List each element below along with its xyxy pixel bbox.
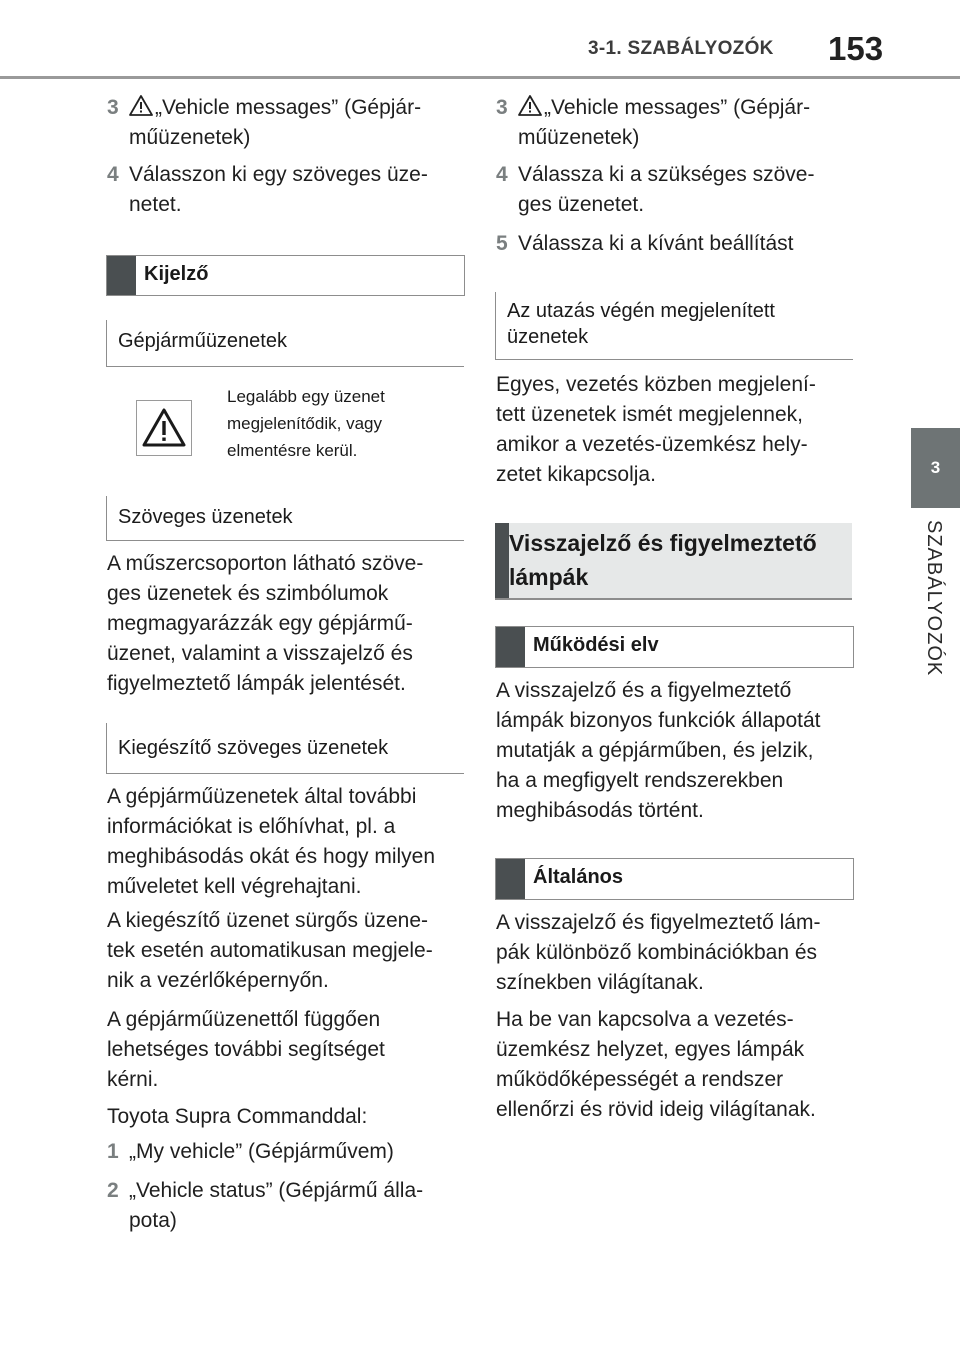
text-line: Az utazás végén megjelenített — [507, 300, 775, 322]
text-line: zetet kikapcsolja. — [496, 463, 656, 486]
text-line: működőképességét a rendszer — [496, 1068, 784, 1091]
left-step-2 — [107, 1176, 467, 1236]
subheading-kijelzo — [106, 255, 465, 296]
section-heading-title — [509, 526, 817, 594]
step-text-line1: Válasszon ki egy szöveges üze- — [129, 163, 428, 186]
table-row-szoveges-uzenetek — [106, 496, 464, 541]
left-step-3 — [107, 93, 467, 153]
step-text-line2: műüzenetek) — [129, 126, 251, 149]
warning-triangle-icon — [129, 95, 153, 116]
left-paragraph-1 — [107, 549, 467, 699]
page-number: 153 — [828, 30, 884, 67]
step-text-line1: „My vehicle” (Gépjárművem) — [129, 1140, 394, 1163]
text-line: üzenetek — [507, 326, 589, 348]
text-line: ha a megfigyelt rendszerekben — [496, 769, 784, 792]
step-text-line1: „Vehicle status” (Gépjármű álla- — [129, 1179, 424, 1202]
step-text-line1: „Vehicle messages” (Gépjár- — [544, 96, 811, 119]
step-text-line1: Válassza ki a kívánt beállítást — [518, 232, 794, 255]
heading-marker — [496, 859, 525, 899]
text-line: A kiegészítő üzenet sürgős üzene- — [107, 909, 429, 932]
text-line: Visszajelző és figyelmeztető — [509, 530, 817, 556]
step-text-line1: „Vehicle messages” (Gépjár- — [155, 96, 422, 119]
step-number: 4 — [496, 163, 508, 186]
step-number: 4 — [107, 163, 119, 186]
text-line: mutatják a gépjárműben, és jelzik, — [496, 739, 814, 762]
icon-description-line: elmentésre kerül. — [227, 441, 358, 460]
text-line: A visszajelző és a figyelmeztető — [496, 679, 792, 702]
step-number: 2 — [107, 1179, 119, 1202]
icon-description-line: Legalább egy üzenet — [227, 387, 385, 406]
text-line: Egyes, vezetés közben megjelení- — [496, 373, 816, 396]
text-line: üzemkész helyzet, egyes lámpák — [496, 1038, 805, 1061]
right-paragraph-3 — [496, 908, 856, 998]
text-line: nik a vezérlőképernyőn. — [107, 969, 329, 992]
left-paragraph-3 — [107, 906, 467, 996]
left-step-4 — [107, 160, 467, 220]
subheading-label: Kijelző — [144, 263, 209, 285]
text-line: amikor a vezetés-üzemkész hely- — [496, 433, 808, 456]
text-line: ellenőrzi és rövid ideig világítanak. — [496, 1098, 816, 1121]
text-line: meghibásodás okát és hogy milyen — [107, 845, 436, 868]
text-line: A gépjárműüzenettől függően — [107, 1008, 381, 1031]
step-number: 3 — [496, 96, 508, 119]
text-line: színekben világítanak. — [496, 971, 704, 994]
table-row-label: Gépjárműüzenetek — [118, 330, 287, 352]
table-row-label: Kiegészítő szöveges üzenetek — [118, 737, 389, 759]
right-step-3 — [496, 93, 856, 153]
step-text-line2: pota) — [129, 1209, 177, 1232]
text-line: A visszajelző és figyelmeztető lám- — [496, 911, 821, 934]
section-heading — [495, 523, 852, 600]
step-number: 5 — [496, 232, 508, 255]
heading-marker — [496, 627, 525, 667]
text-line: műveletet kell végrehajtani. — [107, 875, 362, 898]
left-paragraph-2 — [107, 782, 467, 902]
chapter-tab-label: SZABÁLYOZÓK — [923, 520, 945, 677]
chapter-tab-number: 3 — [911, 428, 960, 508]
text-line: Ha be van kapcsolva a vezetés- — [496, 1008, 794, 1031]
text-line: A gépjárműüzenetek által további — [107, 785, 417, 808]
table-row-kiegeszito — [106, 723, 464, 774]
step-number: 3 — [107, 96, 119, 119]
text-line: lehetséges további segítséget — [107, 1038, 385, 1061]
right-step-4 — [496, 160, 856, 220]
running-header-section: 3-1. SZABÁLYOZÓK — [588, 38, 774, 59]
icon-description-line: megjelenítődik, vagy — [227, 414, 382, 433]
table-row-label: Szöveges üzenetek — [118, 506, 293, 528]
step-text-line2: ges üzenetet. — [518, 193, 645, 216]
header-rule — [0, 76, 960, 79]
right-paragraph-2 — [496, 676, 856, 826]
text-line: figyelmeztető lámpák jelentését. — [107, 672, 406, 695]
step-text-line1: Válassza ki a szükséges szöve- — [518, 163, 815, 186]
heading-marker — [495, 523, 509, 598]
text-line: lámpák — [509, 564, 589, 590]
text-line: tett üzenetek ismét megjelennek, — [496, 403, 804, 426]
left-paragraph-4 — [107, 1005, 467, 1095]
step-number: 1 — [107, 1140, 119, 1163]
step-text-line2: műüzenetek) — [518, 126, 640, 149]
right-step-5 — [496, 229, 856, 259]
icon-description — [227, 383, 385, 464]
subheading-label: Általános — [533, 866, 624, 888]
text-line: megmagyarázzák egy gépjármű- — [107, 612, 413, 635]
warning-icon-box — [136, 400, 192, 456]
subheading-label: Működési elv — [533, 634, 659, 656]
text-line: tek esetén automatikusan megjele- — [107, 939, 433, 962]
heading-marker — [107, 256, 136, 295]
left-step-1 — [107, 1137, 467, 1167]
text-line: pák különböző kombinációkban és — [496, 941, 818, 964]
text-line: információkat is előhívhat, pl. a — [107, 815, 396, 838]
right-paragraph-1 — [496, 370, 856, 490]
table-row-gepjarmuuzenetek — [106, 320, 464, 367]
right-paragraph-4 — [496, 1005, 856, 1125]
text-line: A műszercsoporton látható szöve- — [107, 552, 424, 575]
text-line: meghibásodás történt. — [496, 799, 704, 822]
warning-triangle-icon — [518, 95, 542, 116]
left-paragraph-5: Toyota Supra Commanddal: — [107, 1105, 368, 1128]
text-line: ges üzenetek és szimbólumok — [107, 582, 389, 605]
subheading-mukodesi-elv — [495, 626, 854, 668]
text-line: üzenet, valamint a visszajelző és — [107, 642, 413, 665]
text-line: lámpák bizonyos funkciók állapotát — [496, 709, 821, 732]
table-row-label — [507, 298, 775, 350]
text-line: kérni. — [107, 1068, 159, 1091]
warning-triangle-icon — [137, 401, 191, 455]
step-text-line2: netet. — [129, 193, 182, 216]
subheading-altalanos — [495, 858, 854, 900]
table-row-utazas-vegen — [495, 292, 853, 360]
